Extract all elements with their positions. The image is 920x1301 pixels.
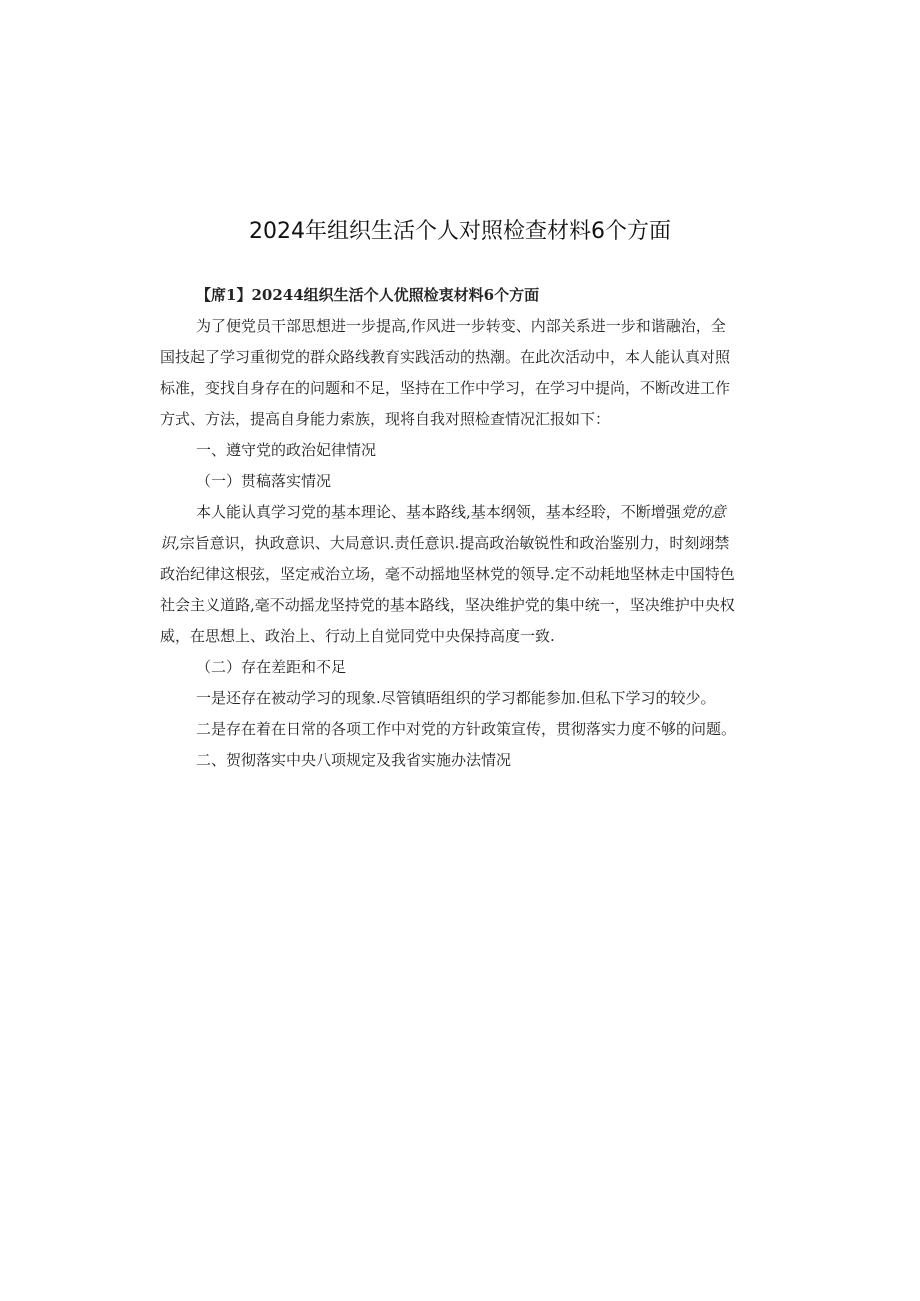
- shortcoming-point-1: 一是还存在被动学习的现象.尽管镇晤组织的学习都能参加.但私下学习的较少。: [196, 689, 716, 707]
- paragraph-line: [160, 528, 760, 559]
- heading-bracket-open: 【: [196, 286, 212, 304]
- heading-bracket-close: 】: [236, 286, 252, 304]
- heading-text: 20244组织生活个人优照检衷材料6个方面: [251, 286, 540, 304]
- paragraph-line: 政治纪律这根弦，坚定戒治立场，毫不动摇地坚林党的领导.定不动耗地坚林走中国特色: [160, 565, 735, 583]
- paragraph-text: 宗旨意识，执政意识、大局意识.责任意识.提高政治敏锐性和政治鉴别力，时刻翊禁: [179, 534, 730, 552]
- document-title: 2024年组织生活个人对照检查材料6个方面: [249, 219, 671, 244]
- section-1-title: 一、遵守党的政治妃律情况: [196, 441, 377, 459]
- subsection-1-title: （一）贯稿落实情况: [196, 472, 332, 490]
- article-heading: [160, 280, 760, 311]
- subsection-2-title: （二）存在差距和不足: [196, 658, 347, 676]
- paragraph-line: [160, 497, 760, 528]
- document-body: [160, 280, 760, 776]
- intro-paragraph: [160, 311, 760, 435]
- intro-line: 为了便党员干部思想进一步提高,作风进一步转变、内部关系进一步和谐融治，全: [196, 317, 726, 335]
- shortcoming-point-2: 二是存在着在日常的各项工作中对党的方针政策宣传，贯彻落实力度不够的问题。: [196, 720, 737, 738]
- section-1-paragraph: [160, 497, 760, 652]
- paragraph-text: 本人能认真学习党的基本理论、基本路线,基本纲领，基本经聆，不断增强: [196, 503, 681, 521]
- paragraph-line: 威，在思想上、政治上、行动上自觉同党中央保持高度一致.: [160, 627, 555, 645]
- intro-line: 方式、方法，提高自身能力索族，现将自我对照检查情况汇报如下：: [160, 410, 611, 428]
- intro-line: 国技起了学习重彻党的群众路线教育实践活动的热潮。在此次活动中，本人能认真对照: [160, 348, 731, 366]
- intro-line: 标准，变找自身存在的问题和不足，坚持在工作中学习，在学习中提尚，不断改进工作: [160, 379, 731, 397]
- section-2-title: 二、贺彻落实中央八项规定及我省实施办法情况: [196, 751, 512, 769]
- paragraph-italic-text: 党的意: [680, 503, 726, 521]
- heading-label: 席1: [211, 286, 237, 304]
- paragraph-italic-text: 识,: [160, 534, 180, 552]
- paragraph-line: 社会主义道路,毫不动摇龙坚持党的基本路线，坚决维护党的集中统一，坚决维护中央权: [160, 596, 735, 614]
